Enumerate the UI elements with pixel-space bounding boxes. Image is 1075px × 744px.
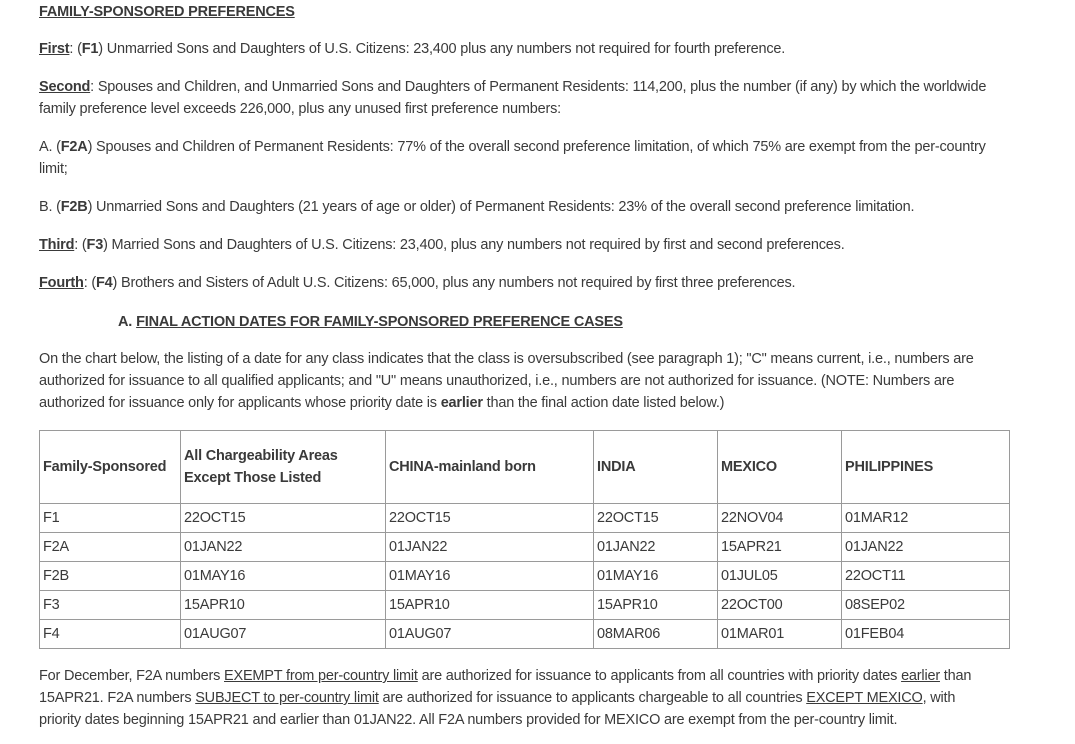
row-class: F3 <box>40 591 181 620</box>
col-header-philippines: PHILIPPINES <box>842 431 1010 504</box>
table-header-row <box>40 431 1010 504</box>
exempt-link[interactable]: EXEMPT from per-country limit <box>224 668 418 684</box>
col-header-mexico: MEXICO <box>718 431 842 504</box>
pref-second-text: : Spouses and Children, and Unmarried Sons and Daughters of Permanent Residents: 114,200, plus the number (if any) by which the worldwide family preference level exceeds 226,000, plus any unused first preference numbers: <box>39 79 987 117</box>
table-cell: 08MAR06 <box>594 620 718 649</box>
pref-first <box>39 38 999 60</box>
subject-link[interactable]: SUBJECT to per-country limit <box>195 690 379 706</box>
pref-f2a-prefix: A. ( <box>39 139 61 155</box>
pref-first-text: ) Unmarried Sons and Daughters of U.S. Citizens: 23,400 plus any numbers not required for fourth preference. <box>98 41 786 57</box>
col-header-family-sponsored: Family-Sponsored <box>40 431 181 504</box>
row-class: F2B <box>40 562 181 591</box>
table-cell: 01JAN22 <box>594 533 718 562</box>
pref-f2b-prefix: B. ( <box>39 199 61 215</box>
table-cell: 15APR10 <box>594 591 718 620</box>
table-row <box>40 591 1010 620</box>
pref-f2b <box>39 196 999 218</box>
col-header-china: CHINA-mainland born <box>386 431 594 504</box>
row-class: F4 <box>40 620 181 649</box>
earlier-link[interactable]: earlier <box>901 668 940 684</box>
table-cell: 22OCT00 <box>718 591 842 620</box>
pref-fourth-text: ) Brothers and Sisters of Adult U.S. Citizens: 65,000, plus any numbers not required by first three preferences. <box>112 275 796 291</box>
table-cell: 01JUL05 <box>718 562 842 591</box>
pref-third-label: Third <box>39 237 75 253</box>
table-cell: 01MAR01 <box>718 620 842 649</box>
pref-third-text: ) Married Sons and Daughters of U.S. Citizens: 23,400, plus any numbers not required by first and second preferences. <box>103 237 845 253</box>
intro-end: than the final action date listed below.) <box>482 395 725 411</box>
pref-second-label: Second <box>39 79 91 95</box>
final-action-dates-table <box>39 430 1010 649</box>
row-class: F1 <box>40 504 181 533</box>
row-class: F2A <box>40 533 181 562</box>
table-cell: 22OCT11 <box>842 562 1010 591</box>
section-a-letter: A. <box>118 314 133 330</box>
pref-f2a-text: ) Spouses and Children of Permanent Residents: 77% of the overall second preference limitation, of which 75% are exempt from the per-country limit; <box>39 139 986 177</box>
pref-f2a <box>39 136 999 180</box>
pref-fourth-sep: : ( <box>83 275 96 291</box>
table-cell: 01AUG07 <box>386 620 594 649</box>
chart-intro <box>39 348 999 414</box>
table-row <box>40 504 1010 533</box>
table-cell: 22NOV04 <box>718 504 842 533</box>
section-a-title: FINAL ACTION DATES FOR FAMILY-SPONSORED PREFERENCE CASES <box>136 314 623 330</box>
note-text-4: are authorized for issuance to applicants chargeable to all countries <box>378 690 807 706</box>
table-cell: 22OCT15 <box>181 504 386 533</box>
note-text-1: For December, F2A numbers <box>39 668 224 684</box>
intro-bold: earlier <box>440 395 483 411</box>
table-cell: 15APR21 <box>718 533 842 562</box>
note-text-3: than 15APR21. F2A numbers <box>39 668 972 706</box>
note-text-5: , with priority dates beginning 15APR21 and earlier than 01JAN22. All F2A numbers provided for MEXICO are exempt from the per-country limit. <box>39 690 956 728</box>
section-heading: FAMILY-SPONSORED PREFERENCES <box>39 4 295 20</box>
table-cell: 01MAY16 <box>594 562 718 591</box>
col-header-all-chargeability: All Chargeability Areas Except Those Listed <box>181 431 386 504</box>
note-text-2: are authorized for issuance to applicants from all countries with priority dates <box>417 668 902 684</box>
pref-fourth-label: Fourth <box>39 275 84 291</box>
table-cell: 15APR10 <box>181 591 386 620</box>
table-cell: 08SEP02 <box>842 591 1010 620</box>
pref-f2b-code: F2B <box>60 199 88 215</box>
pref-f2b-text: ) Unmarried Sons and Daughters (21 years of age or older) of Permanent Residents: 23% of the overall second preference limitation. <box>87 199 915 215</box>
table-cell: 15APR10 <box>386 591 594 620</box>
table-cell: 22OCT15 <box>594 504 718 533</box>
table-row <box>40 620 1010 649</box>
table-cell: 01JAN22 <box>181 533 386 562</box>
final-action-dates-heading <box>118 312 623 332</box>
pref-fourth <box>39 272 999 294</box>
table-cell: 01MAY16 <box>386 562 594 591</box>
table-cell: 01FEB04 <box>842 620 1010 649</box>
table-row <box>40 533 1010 562</box>
table-cell: 01JAN22 <box>386 533 594 562</box>
pref-first-code: F1 <box>81 41 99 57</box>
pref-first-label: First <box>39 41 70 57</box>
pref-second <box>39 76 999 120</box>
table-cell: 01MAR12 <box>842 504 1010 533</box>
december-f2a-note <box>39 665 999 731</box>
pref-third-sep: : ( <box>74 237 87 253</box>
pref-first-sep: : ( <box>69 41 82 57</box>
table-cell: 01AUG07 <box>181 620 386 649</box>
pref-third-code: F3 <box>86 237 104 253</box>
table-cell: 01JAN22 <box>842 533 1010 562</box>
table-row <box>40 562 1010 591</box>
pref-third <box>39 234 999 256</box>
pref-fourth-code: F4 <box>96 275 113 291</box>
pref-f2a-code: F2A <box>60 139 88 155</box>
table-cell: 22OCT15 <box>386 504 594 533</box>
intro-text: On the chart below, the listing of a date for any class indicates that the class is oversubscribed (see paragraph 1); "C" means current, i.e., numbers are authorized for issuance to all qualified applicants; and "U" means unauthorized, i.e., numbers are not authorized for issuance. (NOTE: Numbers are authorized for issuance only for applicants whose priority date is <box>39 351 974 411</box>
col-header-india: INDIA <box>594 431 718 504</box>
table-cell: 01MAY16 <box>181 562 386 591</box>
except-mexico-link[interactable]: EXCEPT MEXICO <box>806 690 923 706</box>
